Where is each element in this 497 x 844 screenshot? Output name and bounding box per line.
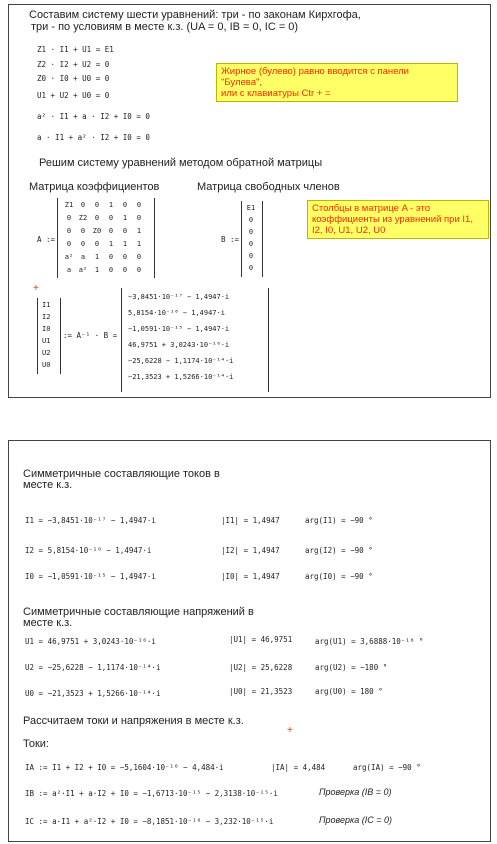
matrix-a-cell: a (66, 266, 72, 274)
I1-argument[interactable]: arg(I1) = −90 ° (305, 516, 373, 525)
unknown-U1: U1 (42, 337, 51, 345)
matrix-a[interactable] (57, 198, 155, 278)
currents-label: Токи: (23, 738, 49, 750)
plus-marker: + (33, 283, 39, 294)
matrix-a-cell: 0 (108, 253, 114, 261)
IC-check-label: Проверка (IC = 0) (319, 815, 393, 825)
IA-argument[interactable]: arg(IA) = −90 ° (353, 763, 421, 772)
equation-2[interactable]: Z2 · I2 + U2 = 0 (37, 60, 110, 69)
I0-argument[interactable]: arg(I0) = −90 ° (305, 572, 373, 581)
matrix-a-cell: a² (78, 266, 88, 274)
matrix-b-cell: 0 (248, 216, 254, 224)
U2-value[interactable]: U2 = −25,6228 − 1,1174·10⁻¹⁴·i (25, 663, 161, 672)
matrix-a-cell: 1 (94, 266, 100, 274)
matrix-a-label: A := (37, 235, 56, 244)
U0-argument[interactable]: arg(U0) = 180 ° (315, 687, 383, 696)
result-row: −3,8451·10⁻¹⁷ − 1,4947·i (128, 293, 230, 301)
equation-3[interactable]: Z0 · I0 + U0 = 0 (37, 74, 110, 83)
matrix-a-cell: 0 (136, 253, 142, 261)
matrix-b-label: B := (221, 235, 240, 244)
matrix-a-cell: 0 (136, 201, 142, 209)
matrix-a-cell: a (80, 253, 86, 261)
matrix-a-cell: 0 (108, 214, 114, 222)
currents-heading-1: Симметричные составляющие токов в (23, 468, 220, 480)
unknown-U2: U2 (42, 349, 51, 357)
matrix-a-cell: 0 (94, 240, 100, 248)
matrix-a-cell: 0 (80, 201, 86, 209)
matrix-b-cell: 0 (248, 264, 254, 272)
I2-argument[interactable]: arg(I2) = −90 ° (305, 546, 373, 555)
note2-line-3: I2, I0, U1, U2, U0 (312, 225, 386, 236)
result-row: −1,0591·10⁻¹⁵ − 1,4947·i (128, 325, 230, 333)
matrix-b-cell: E1 (246, 204, 256, 212)
matrix-a-cell: 0 (122, 201, 128, 209)
matrix-b-cell: 0 (248, 228, 254, 236)
voltages-heading-1: Симметричные составляющие напряжений в (23, 606, 254, 618)
IB-expression[interactable]: IB := a²·I1 + a·I2 + I0 = −1,6713·10⁻¹⁵ − 2,3138·10⁻¹⁵·i (25, 789, 278, 798)
matrix-a-cell: 0 (66, 227, 72, 235)
unknown-U0: U0 (42, 361, 51, 369)
note2-line-2: коэффициенты из уравнений при I1, (312, 214, 473, 225)
free-terms-matrix-label: Матрица свободных членов (197, 181, 340, 193)
matrix-a-cell: 1 (136, 240, 142, 248)
equation-system-panel (8, 4, 491, 398)
note-line-3: или с клавиатуры Ctr + = (221, 88, 331, 99)
intro-line-1: Составим систему шести уравнений: три - по законам Кирхгофа, (29, 9, 361, 21)
solution-result-vector (121, 288, 269, 392)
U0-magnitude[interactable]: |U0| = 21,3523 (229, 687, 293, 696)
note-line-1: Жирное (булево) равно вводится с панели (221, 66, 409, 77)
matrix-a-cell: 0 (94, 201, 100, 209)
note-line-2: "Булева", (221, 77, 263, 88)
matrix-a-cell: 0 (122, 227, 128, 235)
U1-value[interactable]: U1 = 46,9751 + 3,0243·10⁻¹⁶·i (25, 637, 156, 646)
calc-heading: Рассчитаем токи и напряжения в месте к.з. (23, 715, 244, 727)
matrix-columns-note (307, 200, 489, 239)
inverse-solve-expression: := A⁻¹ · B = (63, 331, 118, 340)
matrix-a-cell: 1 (94, 253, 100, 261)
IC-expression[interactable]: IC := a·I1 + a²·I2 + I0 = −8,1851·10⁻¹⁶ − 3,232·10⁻¹⁵·i (25, 817, 274, 826)
U2-argument[interactable]: arg(U2) = −180 ° (315, 663, 388, 672)
matrix-a-cell: 1 (108, 240, 114, 248)
matrix-b[interactable] (241, 201, 263, 277)
U2-magnitude[interactable]: |U2| = 25,6228 (229, 663, 293, 672)
matrix-a-cell: 0 (94, 214, 100, 222)
U1-magnitude[interactable]: |U1| = 46,9751 (229, 635, 293, 644)
note2-line-1: Столбцы в матрице A - это (312, 203, 430, 214)
equation-1[interactable]: Z1 · I1 + U1 = E1 (37, 45, 114, 54)
result-row: 5,8154·10⁻¹⁶ − 1,4947·i (128, 309, 225, 317)
I0-magnitude[interactable]: |I0| = 1,4947 (221, 572, 280, 581)
unknown-I1: I1 (42, 301, 51, 309)
unknown-I2: I2 (42, 313, 51, 321)
result-row: −21,3523 + 1,5266·10⁻¹⁴·i (128, 373, 234, 381)
matrix-a-cell: 0 (66, 214, 72, 222)
matrix-a-cell: 1 (108, 201, 114, 209)
symmetric-components-panel (8, 440, 491, 842)
IA-expression[interactable]: IA := I1 + I2 + I0 = −5,1604·10⁻¹⁶ − 4,484·i (25, 763, 224, 772)
boolean-equals-note (216, 63, 458, 102)
unknowns-vector[interactable] (37, 298, 61, 374)
matrix-a-cell: 0 (122, 253, 128, 261)
matrix-a-cell: Z2 (78, 214, 88, 222)
I1-magnitude[interactable]: |I1| = 1,4947 (221, 516, 280, 525)
currents-heading-2: месте к.з. (23, 479, 73, 491)
matrix-a-cell: 0 (108, 266, 114, 274)
intro-line-2: три - по условиям в месте к.з. (UA = 0, IB = 0, IC = 0) (31, 21, 299, 33)
I2-value[interactable]: I2 = 5,8154·10⁻¹⁶ − 1,4947·i (25, 546, 152, 555)
IB-check-label: Проверка (IB = 0) (319, 787, 392, 797)
equation-5[interactable]: a² · I1 + a · I2 + I0 = 0 (37, 112, 150, 121)
U1-argument[interactable]: arg(U1) = 3,6888·10⁻¹⁶ ° (315, 637, 424, 646)
equation-4[interactable]: U1 + U2 + U0 = 0 (37, 91, 110, 100)
I0-value[interactable]: I0 = −1,0591·10⁻¹⁵ − 1,4947·i (25, 572, 156, 581)
matrix-b-cell: 0 (248, 252, 254, 260)
matrix-a-cell: 1 (122, 214, 128, 222)
matrix-a-cell: 0 (80, 240, 86, 248)
U0-value[interactable]: U0 = −21,3523 + 1,5266·10⁻¹⁴·i (25, 689, 161, 698)
plus-marker-2: + (287, 725, 293, 736)
matrix-a-cell: Z0 (92, 227, 102, 235)
matrix-a-cell: 0 (122, 266, 128, 274)
IA-magnitude[interactable]: |IA| = 4,484 (271, 763, 326, 772)
solve-heading: Решим систему уравнений методом обратной матрицы (39, 157, 323, 169)
coefficient-matrix-label: Матрица коэффициентов (29, 181, 160, 193)
matrix-b-cell: 0 (248, 240, 254, 248)
matrix-a-cell: a² (64, 253, 74, 261)
result-row: −25,6228 − 1,1174·10⁻¹⁴·i (128, 357, 234, 365)
matrix-a-cell: 0 (66, 240, 72, 248)
voltages-heading-2: месте к.з. (23, 617, 73, 629)
matrix-a-cell: 0 (80, 227, 86, 235)
equation-6[interactable]: a · I1 + a² · I2 + I0 = 0 (37, 133, 150, 142)
unknown-I0: I0 (42, 325, 51, 333)
matrix-a-cell: 1 (122, 240, 128, 248)
matrix-a-cell: 1 (136, 227, 142, 235)
result-row: 46,9751 + 3,0243·10⁻¹⁶·i (128, 341, 230, 349)
matrix-a-cell: Z1 (64, 201, 74, 209)
I2-magnitude[interactable]: |I2| = 1,4947 (221, 546, 280, 555)
matrix-a-cell: 0 (136, 266, 142, 274)
matrix-a-cell: 0 (136, 214, 142, 222)
I1-value[interactable]: I1 = −3,8451·10⁻¹⁷ − 1,4947·i (25, 516, 156, 525)
matrix-a-cell: 0 (108, 227, 114, 235)
